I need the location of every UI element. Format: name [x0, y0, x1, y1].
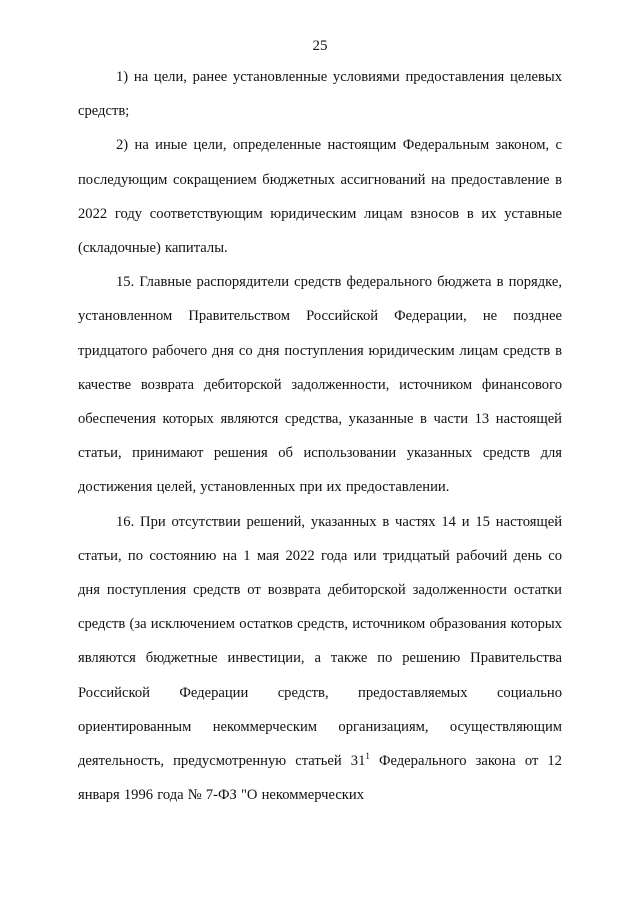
paragraph-16	[78, 505, 562, 813]
page-number: 25	[312, 38, 328, 54]
article-superscript: 1	[365, 751, 370, 762]
paragraph-16-continuation: Федерального закона от 12 января 1996 года № 7-ФЗ "О некоммерческих	[78, 753, 562, 804]
paragraph-16-text: 16. При отсутствии решений, указанных в частях 14 и 15 настоящей статьи, по состоянию на 1 мая 2022 года или тридцатый рабочий день со дня поступления средств от возврата дебиторской задолженности остатки средств (за исключением остатков средств, источником образования которых являются бюджетные инвестиции, а также по решению Правительства Российской Федерации средств, предоставляемых социально ориентированным некоммерческим организациям, осуществляющим деятельность, предусмотренную статьей 31	[78, 513, 562, 770]
paragraph-item-1: 1) на цели, ранее установленные условиями предоставления целевых средств;	[78, 69, 562, 120]
paragraph-item-2: 2) на иные цели, определенные настоящим Федеральным законом, с последующим сокращением бюджетных ассигнований на предоставление в 2022 году соответствующим юридическим лицам взносов в их уставные (складочные) капиталы.	[78, 137, 562, 257]
document-body	[78, 60, 562, 812]
paragraph-15: 15. Главные распорядители средств федерального бюджета в порядке, установленном Правительством Российской Федерации, не позднее тридцатого рабочего дня со дня поступления юридическим лицам средств в качестве возврата дебиторской задолженности, источником финансового обеспечения которых являются средства, указанные в части 13 настоящей статьи, принимают решения об использовании указанных средств для достижения целей, установленных при их предоставлении.	[78, 274, 562, 496]
